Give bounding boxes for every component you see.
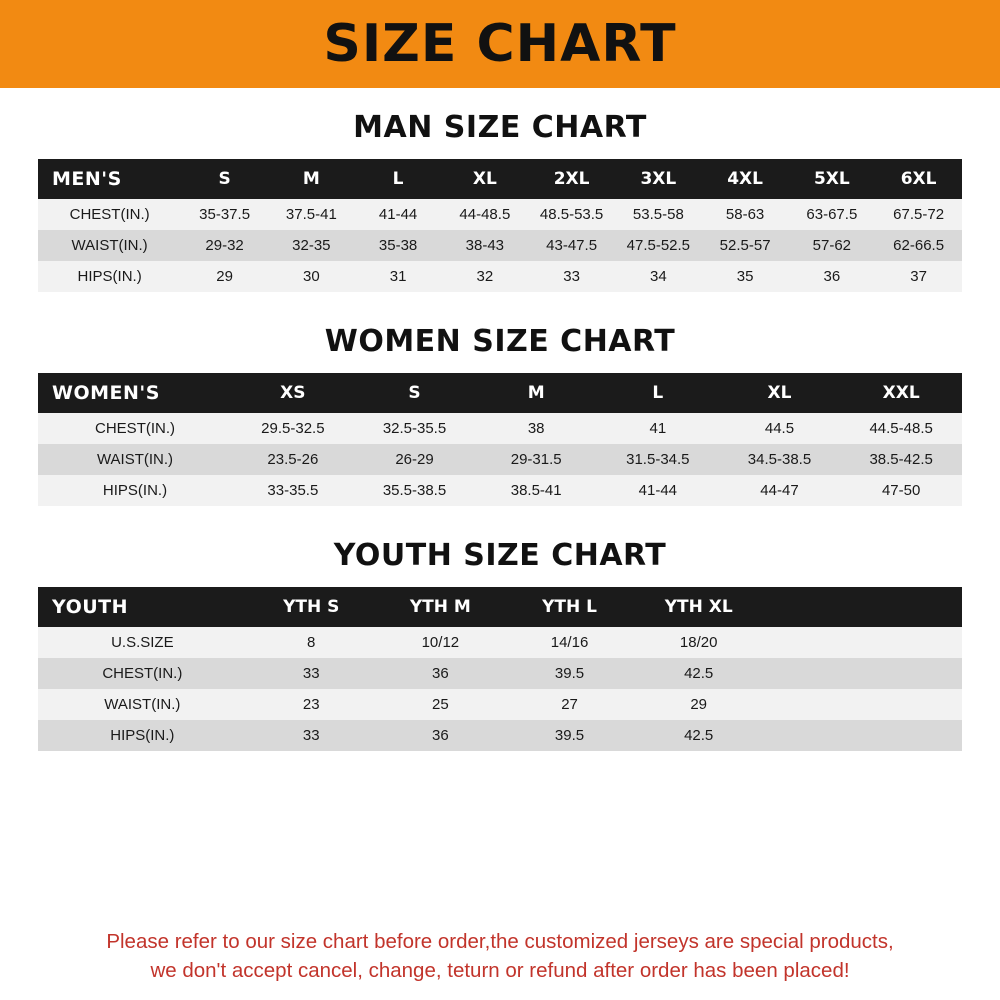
youth-header-cell: YTH M [376,587,505,627]
cell: 38.5-42.5 [840,444,962,475]
table-row [38,444,962,475]
chart-content [0,88,1000,917]
cell: 27 [505,689,634,720]
row-label: CHEST(IN.) [38,199,181,230]
table-row [38,627,962,658]
cell: 34 [615,261,702,292]
cell: 31.5-34.5 [597,444,719,475]
cell: 23 [247,689,376,720]
cell: 18/20 [634,627,763,658]
row-label: WAIST(IN.) [38,689,247,720]
cell: 34.5-38.5 [719,444,841,475]
cell: 38-43 [441,230,528,261]
women-size-table [38,373,962,506]
cell: 26-29 [354,444,476,475]
cell: 39.5 [505,720,634,751]
women-section [38,324,962,506]
youth-header-cell: YOUTH [38,587,247,627]
cell: 41-44 [355,199,442,230]
cell: 62-66.5 [875,230,962,261]
cell: 44-48.5 [441,199,528,230]
cell: 36 [376,658,505,689]
youth-section [38,538,962,751]
youth-table-header [38,587,962,627]
note-line-2: we don't accept cancel, change, teturn or refund after order has been placed! [150,959,850,983]
cell: 35 [702,261,789,292]
row-label: WAIST(IN.) [38,444,232,475]
cell: 44-47 [719,475,841,506]
cell: 36 [788,261,875,292]
youth-header-cell: YTH L [505,587,634,627]
cell: 32-35 [268,230,355,261]
cell: 63-67.5 [788,199,875,230]
cell: 43-47.5 [528,230,615,261]
cell: 41 [597,413,719,444]
cell: 37 [875,261,962,292]
cell: 29-31.5 [475,444,597,475]
men-header-cell: MEN'S [38,159,181,199]
cell: 29.5-32.5 [232,413,354,444]
cell: 38 [475,413,597,444]
table-header-row [38,159,962,199]
cell: 42.5 [634,720,763,751]
cell-empty [763,689,962,720]
men-header-cell: M [268,159,355,199]
cell: 25 [376,689,505,720]
men-header-cell: 6XL [875,159,962,199]
cell: 42.5 [634,658,763,689]
cell: 35-37.5 [181,199,268,230]
men-header-cell: 5XL [788,159,875,199]
youth-table-body [38,627,962,751]
cell: 32.5-35.5 [354,413,476,444]
women-header-cell: XL [719,373,841,413]
cell: 30 [268,261,355,292]
cell: 33-35.5 [232,475,354,506]
row-label: U.S.SIZE [38,627,247,658]
table-row [38,199,962,230]
cell-empty [763,627,962,658]
page-title: SIZE CHART [323,14,677,74]
women-header-cell: S [354,373,476,413]
cell: 52.5-57 [702,230,789,261]
row-label: HIPS(IN.) [38,720,247,751]
row-label: HIPS(IN.) [38,475,232,506]
table-header-row [38,587,962,627]
men-header-cell: 2XL [528,159,615,199]
table-header-row [38,373,962,413]
table-row [38,475,962,506]
cell: 14/16 [505,627,634,658]
cell: 44.5 [719,413,841,444]
cell: 58-63 [702,199,789,230]
cell: 29-32 [181,230,268,261]
women-table-header [38,373,962,413]
cell: 47-50 [840,475,962,506]
table-row [38,230,962,261]
cell-empty [763,720,962,751]
cell: 29 [181,261,268,292]
men-header-cell: S [181,159,268,199]
women-header-cell: XXL [840,373,962,413]
cell: 33 [247,720,376,751]
cell: 33 [528,261,615,292]
men-table-header [38,159,962,199]
note-line-1: Please refer to our size chart before order,the customized jerseys are special products, [106,929,894,953]
men-section [38,110,962,292]
cell: 53.5-58 [615,199,702,230]
row-label: CHEST(IN.) [38,413,232,444]
table-row [38,689,962,720]
youth-header-cell: YTH S [247,587,376,627]
cell: 31 [355,261,442,292]
youth-size-table [38,587,962,751]
cell: 38.5-41 [475,475,597,506]
women-header-cell: M [475,373,597,413]
cell: 48.5-53.5 [528,199,615,230]
cell: 29 [634,689,763,720]
table-row [38,413,962,444]
cell: 44.5-48.5 [840,413,962,444]
cell: 39.5 [505,658,634,689]
women-section-title: WOMEN SIZE CHART [324,324,676,359]
table-row [38,720,962,751]
cell: 10/12 [376,627,505,658]
men-header-cell: L [355,159,442,199]
cell: 47.5-52.5 [615,230,702,261]
row-label: HIPS(IN.) [38,261,181,292]
cell: 23.5-26 [232,444,354,475]
cell: 35-38 [355,230,442,261]
cell: 33 [247,658,376,689]
youth-section-title: YOUTH SIZE CHART [333,538,667,573]
row-label: CHEST(IN.) [38,658,247,689]
header-banner [0,0,1000,88]
cell: 41-44 [597,475,719,506]
cell: 57-62 [788,230,875,261]
women-header-cell: L [597,373,719,413]
men-section-title: MAN SIZE CHART [353,110,647,145]
men-table-body [38,199,962,292]
men-header-cell: XL [441,159,528,199]
footer-note [0,917,1000,1000]
women-table-body [38,413,962,506]
cell: 8 [247,627,376,658]
men-size-table [38,159,962,292]
women-header-cell: XS [232,373,354,413]
row-label: WAIST(IN.) [38,230,181,261]
men-header-cell: 4XL [702,159,789,199]
cell: 32 [441,261,528,292]
men-header-cell: 3XL [615,159,702,199]
cell: 35.5-38.5 [354,475,476,506]
youth-header-cell-empty [763,587,962,627]
table-row [38,658,962,689]
women-header-cell: WOMEN'S [38,373,232,413]
cell: 37.5-41 [268,199,355,230]
cell: 67.5-72 [875,199,962,230]
youth-header-cell: YTH XL [634,587,763,627]
cell: 36 [376,720,505,751]
table-row [38,261,962,292]
cell-empty [763,658,962,689]
